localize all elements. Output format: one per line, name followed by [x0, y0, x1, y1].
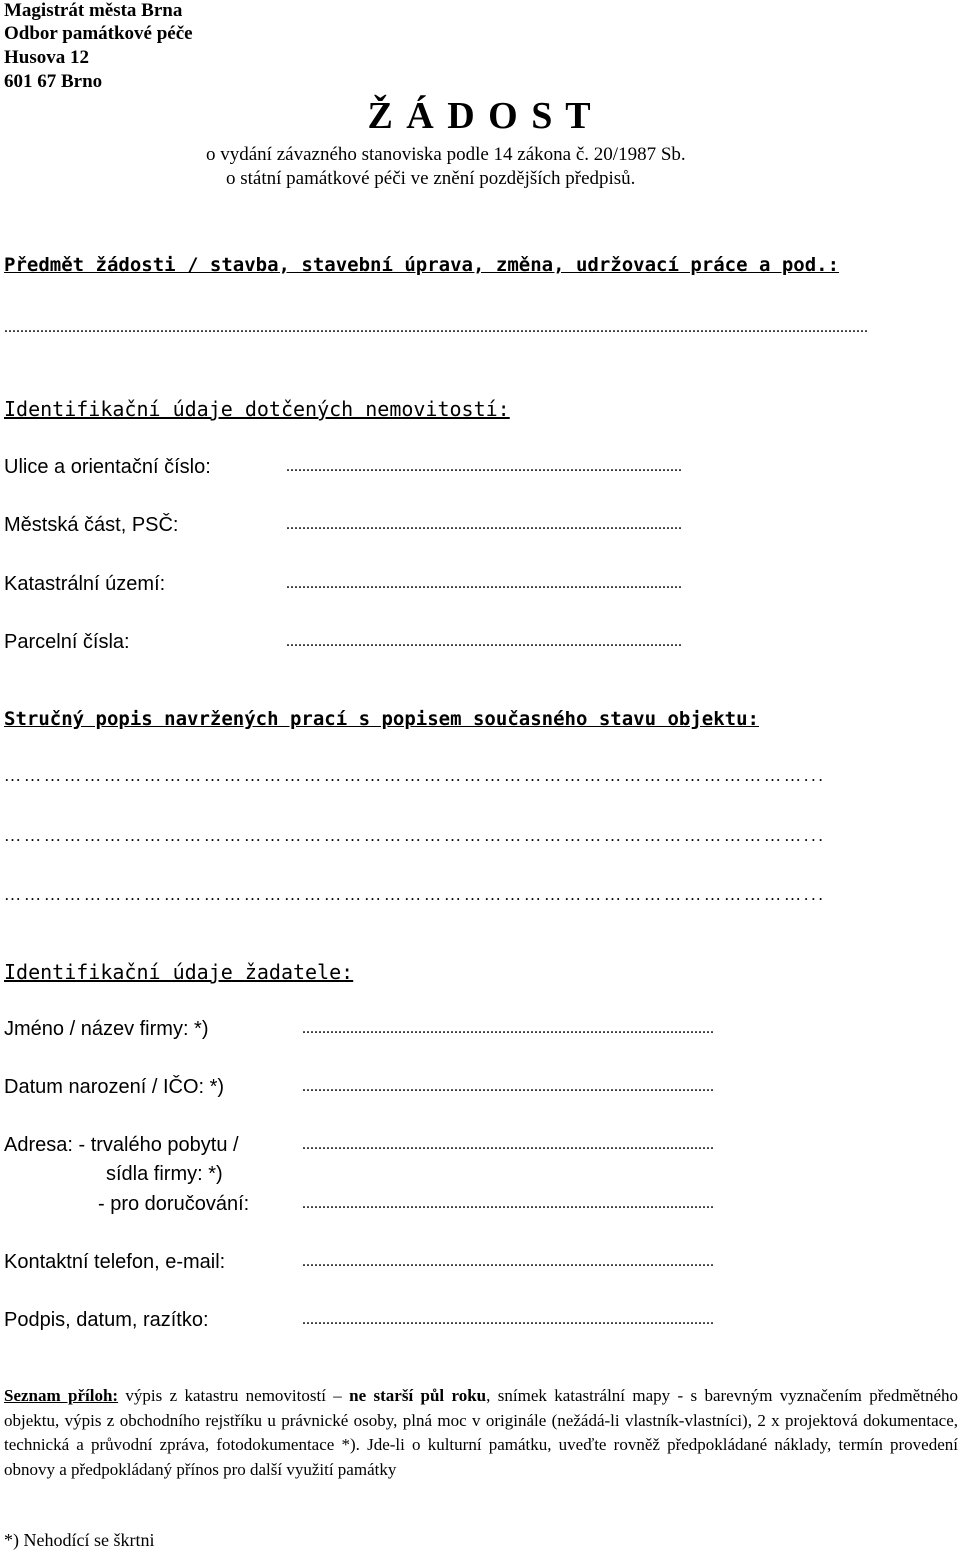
document-title: Ž Á D O S T: [367, 95, 593, 137]
signature-label: Podpis, datum, razítko:: [4, 1309, 209, 1331]
birth-id-label: Datum narození / IČO: *): [4, 1076, 225, 1098]
name-label: Jméno / název firmy: *): [4, 1018, 209, 1040]
street-fill-line[interactable]: ...................................................................................................: [286, 458, 682, 475]
subtitle-line-2: o státní památkové péči ve znění pozdějších předpisů.: [226, 168, 636, 189]
description-fill-line-1[interactable]: …………………………………………………………………………………………………………...: [4, 766, 826, 785]
applicant-heading: Identifikační údaje žadatele:: [4, 960, 354, 984]
attachments-paragraph: [4, 1384, 958, 1482]
company-seat-label: sídla firmy: *): [106, 1163, 223, 1185]
street-label: Ulice a orientační číslo:: [4, 456, 211, 478]
address-fill-line[interactable]: .......................................................................................................: [302, 1136, 714, 1153]
attachments-text-1: výpis z katastru nemovitostí –: [118, 1386, 350, 1405]
contact-fill-line[interactable]: .......................................................................................................: [302, 1253, 714, 1270]
birth-id-fill-line[interactable]: .......................................................................................................: [302, 1078, 714, 1095]
office-name: Magistrát města Brna: [4, 0, 183, 21]
attachments-text-2: , snímek katastrální mapy - s barevným vyznačením předmětného objektu, výpis z obchodního rejstříku u právnické osoby, plná moc v originále (nežádá-li vlastník-vlastníci), 2 x projektová dokumentace, technická a průvodní zpráva, fotodokumentace *). Jde-li o kulturní památku, uveďte rovněž předpokládané náklady, termín provedení obnovy a předpokládaný přínos pro další využití památky: [4, 1386, 958, 1479]
attachments-bold-1: ne starší půl roku: [349, 1386, 487, 1405]
delivery-address-fill-line[interactable]: .......................................................................................................: [302, 1195, 714, 1212]
subtitle-line-1: o vydání závazného stanoviska podle 14 zákona č. 20/1987 Sb.: [206, 144, 686, 165]
cadastral-fill-line[interactable]: ...................................................................................................: [286, 575, 682, 592]
property-heading: Identifikační údaje dotčených nemovitostí:: [4, 397, 510, 421]
delivery-address-label: - pro doručování:: [98, 1193, 250, 1215]
department-name: Odbor památkové péče: [4, 23, 193, 44]
contact-label: Kontaktní telefon, e-mail:: [4, 1251, 226, 1273]
parcel-label: Parcelní čísla:: [4, 631, 130, 653]
district-label: Městská část, PSČ:: [4, 514, 179, 536]
parcel-fill-line[interactable]: ...................................................................................................: [286, 633, 682, 650]
city-address: 601 67 Brno: [4, 71, 103, 92]
footnote: *) Nehodící se škrtni: [4, 1530, 155, 1550]
description-heading: Stručný popis navržených prací s popisem současného stavu objektu:: [4, 708, 759, 730]
description-fill-line-2[interactable]: …………………………………………………………………………………………………………...: [4, 826, 826, 845]
subject-fill-line[interactable]: ........................................................................................................................................................................................................................: [4, 319, 868, 336]
address-label: Adresa: - trvalého pobytu /: [4, 1134, 239, 1156]
signature-fill-line[interactable]: .......................................................................................................: [302, 1311, 714, 1328]
name-fill-line[interactable]: .......................................................................................................: [302, 1020, 714, 1037]
street-address: Husova 12: [4, 47, 89, 68]
subject-heading: Předmět žádosti / stavba, stavební úprava, změna, udržovací práce a pod.:: [4, 254, 840, 276]
attachments-heading: Seznam příloh:: [4, 1386, 119, 1405]
cadastral-label: Katastrální území:: [4, 573, 166, 595]
description-fill-line-3[interactable]: …………………………………………………………………………………………………………...: [4, 885, 826, 904]
district-fill-line[interactable]: ...................................................................................................: [286, 516, 682, 533]
